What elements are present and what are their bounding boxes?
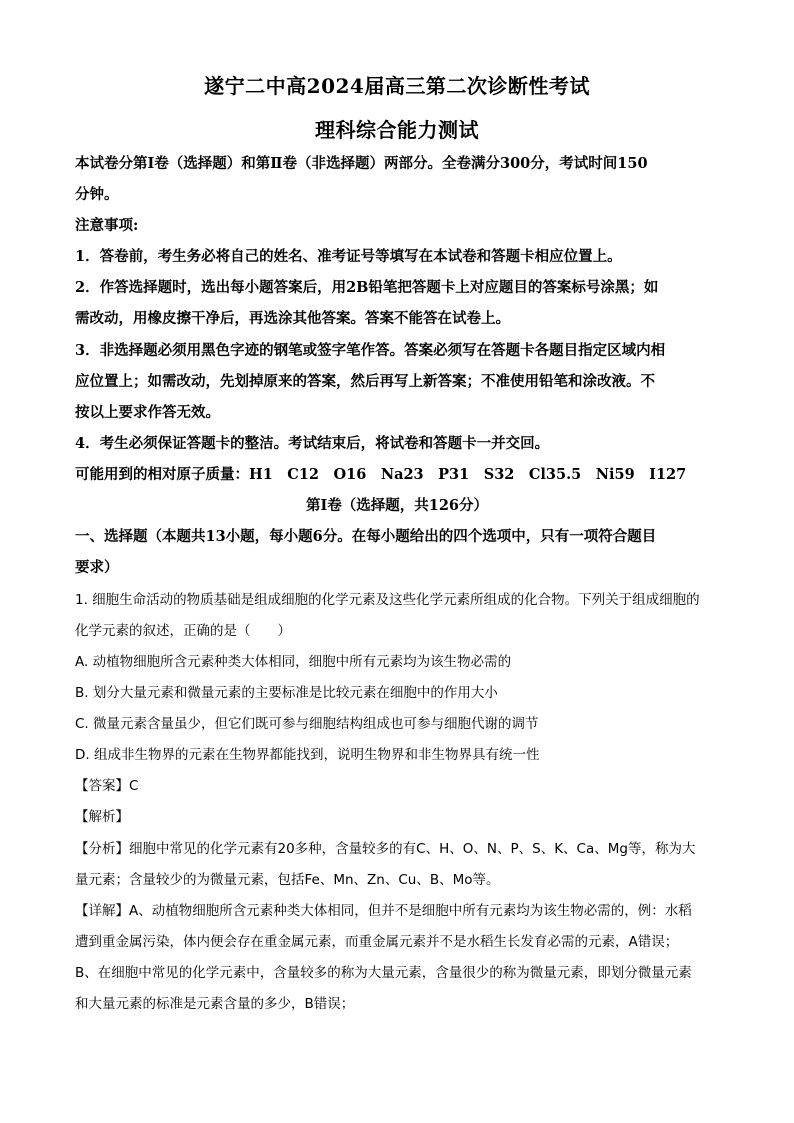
note-2-line-1: 2．作答选择题时，选出每小题答案后，用2B铅笔把答题卡上对应题目的答案标号涂黑；如	[75, 279, 659, 296]
exam-subtitle: 理科综合能力测试	[315, 118, 479, 142]
question-stem-line-2: 化学元素的叙述，正确的是（ ）	[75, 623, 291, 639]
analysis-label: 【解析】	[75, 809, 129, 825]
exam-title: 遂宁二中高2024届高三第二次诊断性考试	[204, 74, 590, 98]
answer-label: 【答案】C	[75, 778, 139, 794]
intro-line-2: 分钟。	[75, 186, 119, 203]
note-3-line-1: 3．非选择题必须用黑色字迹的钢笔或签字笔作答。答案必须写在答题卡各题目指定区域内相	[75, 342, 666, 359]
note-3-line-2: 应位置上；如需改动，先划掉原来的答案，然后再写上新答案；不准使用铅笔和涂改液。不	[75, 373, 655, 390]
section-heading-line-1: 一、选择题（本题共13小题，每小题6分。在每小题给出的四个选项中，只有一项符合题目	[75, 528, 657, 545]
notes-heading: 注意事项:	[75, 217, 139, 234]
note-2-line-2: 需改动，用橡皮擦干净后，再选涂其他答案。答案不能答在试卷上。	[75, 310, 510, 327]
note-3-line-3: 按以上要求作答无效。	[75, 404, 220, 421]
detail-line-1: 【详解】A、动植物细胞所含元素种类大体相同，但并不是细胞中所有元素均为该生物必需的，例：水稻	[75, 903, 692, 919]
option-b: B. 划分大量元素和微量元素的主要标准是比较元素在细胞中的作用大小	[75, 685, 498, 701]
note-1: 1．答卷前，考生务必将自己的姓名、准考证号等填写在本试卷和答题卡相应位置上。	[75, 248, 622, 265]
option-c: C. 微量元素含量虽少，但它们既可参与细胞结构组成也可参与细胞代谢的调节	[75, 716, 539, 732]
question-stem-line-1: 1. 细胞生命活动的物质基础是组成细胞的化学元素及这些化学元素所组成的化合物。下列关于组成细胞的	[75, 592, 700, 608]
option-d: D. 组成非生物界的元素在生物界都能找到，说明生物界和非生物界具有统一性	[75, 747, 540, 763]
fenxi-line-2: 量元素；含量较少的为微量元素，包括Fe、Mn、Zn、Cu、B、Mo等。	[75, 872, 500, 888]
intro-line-1: 本试卷分第Ⅰ卷（选择题）和第Ⅱ卷（非选择题）两部分。全卷满分300分，考试时间150	[75, 155, 648, 172]
detail-line-4: 和大量元素的标准是元素含量的多少，B错误；	[75, 996, 355, 1012]
detail-line-3: B、在细胞中常见的化学元素中，含量较多的称为大量元素，含量很少的称为微量元素，即划分微量元素	[75, 965, 692, 981]
option-a: A. 动植物细胞所含元素种类大体相同，细胞中所有元素均为该生物必需的	[75, 654, 512, 670]
atomic-masses: 可能用到的相对原子质量：H1 C12 O16 Na23 P31 S32 Cl35.5 Ni59 I127	[75, 466, 687, 483]
fenxi-line-1: 【分析】细胞中常见的化学元素有20多种，含量较多的有C、H、O、N、P、S、K、Ca、Mg等，称为大	[75, 841, 696, 857]
section-title: 第Ⅰ卷（选择题，共126分）	[305, 497, 489, 514]
section-heading-line-2: 要求）	[75, 559, 119, 576]
note-4: 4．考生必须保证答题卡的整洁。考试结束后，将试卷和答题卡一并交回。	[75, 435, 550, 452]
detail-line-2: 遭到重金属污染，体内便会存在重金属元素，而重金属元素并不是水稻生长发育必需的元素，A错误；	[75, 934, 679, 950]
